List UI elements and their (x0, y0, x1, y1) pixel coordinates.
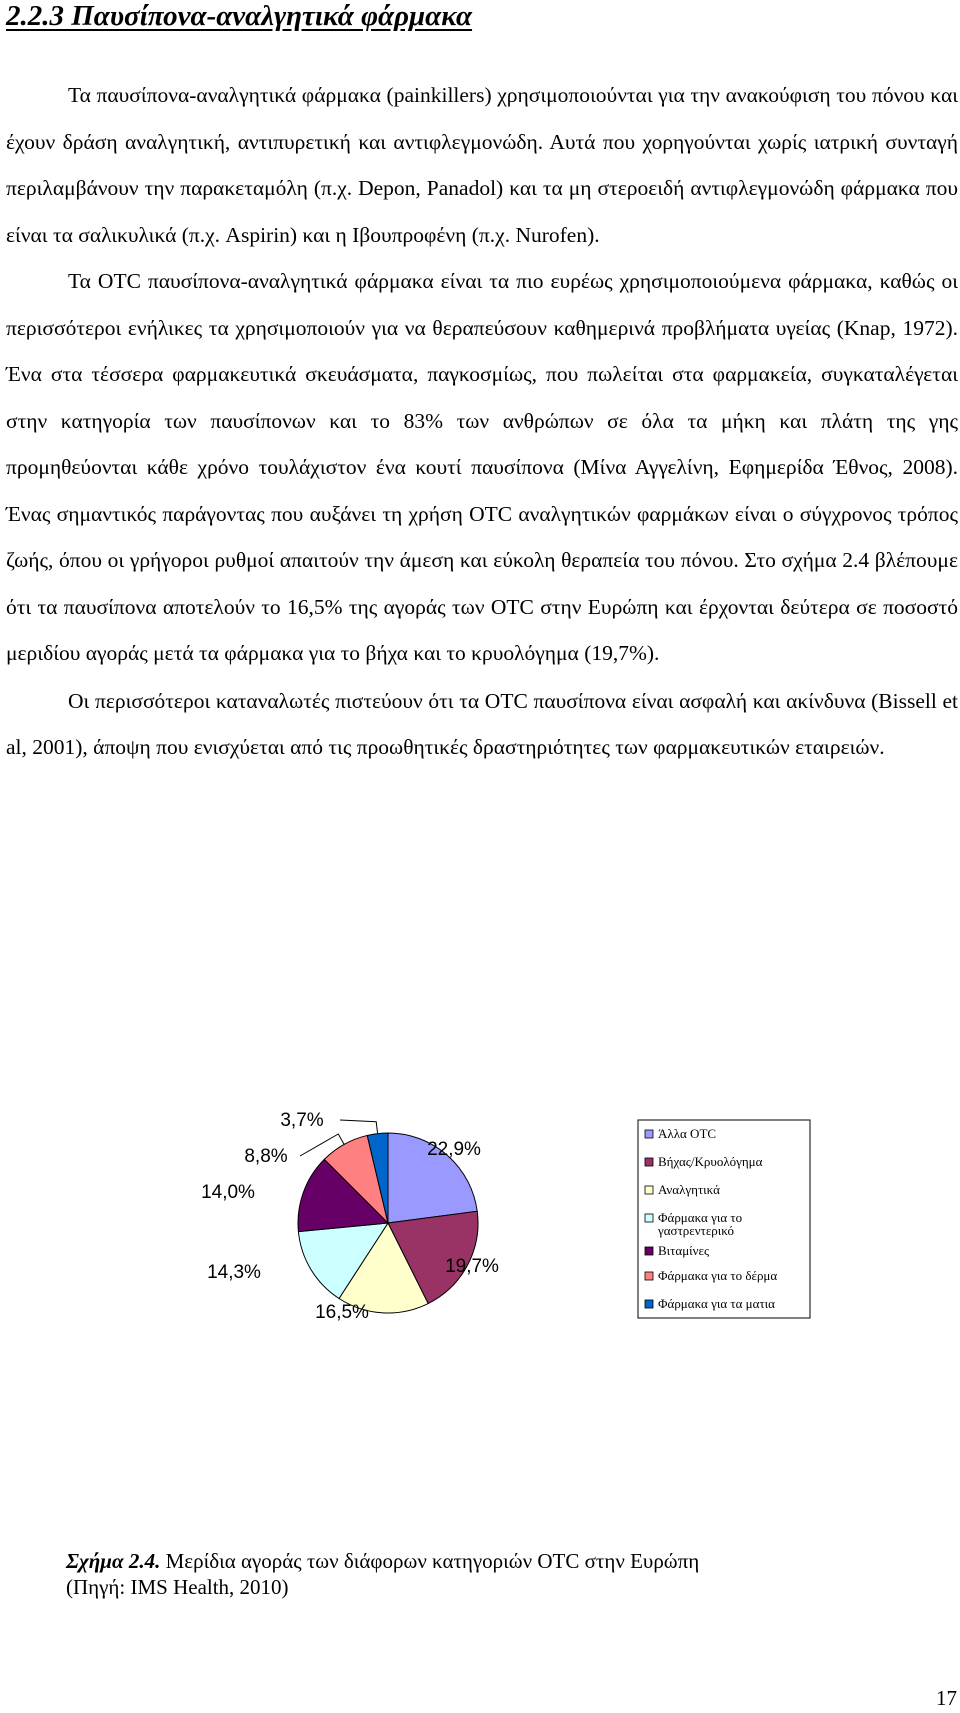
slice-data-label: 16,5% (315, 1302, 369, 1323)
pie-chart-svg (62, 1050, 918, 1540)
paragraph-2: Τα OTC παυσίπονα-αναλγητικά φάρμακα είναι τα πιο ευρέως χρησιμοποιούμενα φάρμακα, καθώς οι περισσότεροι ενήλικες τα χρησιμοποιούν για να θεραπεύσουν καθημερινά προβλήματα υγείας (Knap, 1972). Ένα στα τέσσερα φαρμακευτικά σκευάσματα, παγκοσμίως, που πωλείται στα φαρμακεία, συγκαταλέγεται στην κατηγορία των παυσίπονων και το 83% των ανθρώπων σε όλα τα μήκη και πλάτη της γης προμηθεύονται κάθε χρόνο τουλάχιστον ένα κουτί παυσίπονα (Μίνα Αγγελίνη, Εφημερίδα Έθνος, 2008). Ένας σημαντικός παράγοντας που αυξάνει τη χρήση OTC αναλγητικών φαρμάκων είναι ο σύγχρονος τρόπος ζωής, όπου οι γρήγοροι ρυθμοί απαιτούν την άμεση και εύκολη θεραπεία του πόνου. Στο σχήμα 2.4 βλέπουμε ότι τα παυσίπονα αποτελούν το 16,5% της αγοράς των OTC στην Ευρώπη και έρχονται δεύτερα σε ποσοστό μεριδίου αγοράς μετά τα φάρμακα για το βήχα και το κρυολόγημα (19,7%). (6, 269, 958, 665)
slice-data-label: 14,3% (207, 1262, 261, 1283)
page-number: 17 (936, 1686, 957, 1710)
legend (638, 1120, 810, 1318)
slice-data-label: 14,0% (201, 1182, 255, 1203)
slice-data-label: 19,7% (445, 1256, 499, 1277)
caption-source: (Πηγή: IMS Health, 2010) (66, 1575, 289, 1599)
legend-label: γαστρεντερικό (658, 1223, 735, 1238)
legend-label: Φάρμακα για τα ματια (658, 1296, 775, 1311)
caption-label: Σχήμα 2.4. (66, 1549, 161, 1573)
slice-data-label: 3,7% (280, 1110, 324, 1131)
caption-line (66, 1548, 926, 1574)
legend-swatch (645, 1214, 653, 1222)
body-text (6, 72, 958, 771)
caption-text: Μερίδια αγοράς των διάφορων κατηγοριών OTC στην Ευρώπη (160, 1549, 700, 1573)
slice-data-label: 8,8% (244, 1146, 288, 1167)
slice-data-label: 22,9% (427, 1139, 481, 1160)
market-share-chart (62, 1050, 918, 1540)
legend-swatch (645, 1158, 653, 1166)
legend-label: Άλλα OTC (658, 1126, 717, 1141)
legend-label: Φάρμακα για το δέρμα (658, 1268, 778, 1283)
legend-swatch (645, 1247, 653, 1255)
legend-label: Φάρμακα για το (658, 1210, 743, 1225)
paragraph-3: Οι περισσότεροι καταναλωτές πιστεύουν ότι τα OTC παυσίπονα είναι ασφαλή και ακίνδυνα (Bissell et al, 2001), άποψη που ενισχύεται από τις προωθητικές δραστηριότητες των φαρμακευτικών εταιρειών. (6, 688, 958, 759)
legend-label: Βιταμίνες (658, 1243, 710, 1258)
legend-swatch (645, 1272, 653, 1280)
legend-label: Αναλγητικά (658, 1182, 720, 1197)
section-title: 2.2.3 Παυσίπονα-αναλγητικά φάρμακα (6, 0, 473, 32)
figure-caption (66, 1548, 926, 1600)
legend-swatch (645, 1130, 653, 1138)
paragraph-1: Τα παυσίπονα-αναλγητικά φάρμακα (painkillers) χρησιμοποιούνται για την ανακούφιση του πόνου και έχουν δράση αναλγητική, αντιπυρετική και αντιφλεγμονώδη. Αυτά που χορηγούνται χωρίς ιατρική συνταγή περιλαμβάνουν την παρακεταμόλη (π.χ. Depon, Panadol) και τα μη στεροειδή αντιφλεγμονώδη φάρμακα που είναι τα σαλικυλικά (π.χ. Aspirin) και η Ιβουπροφένη (π.χ. Nurofen). (6, 83, 958, 247)
legend-label: Βήχας/Κρυολόγημα (658, 1154, 763, 1169)
leader-line (340, 1120, 378, 1134)
legend-swatch (645, 1186, 653, 1194)
legend-swatch (645, 1300, 653, 1308)
